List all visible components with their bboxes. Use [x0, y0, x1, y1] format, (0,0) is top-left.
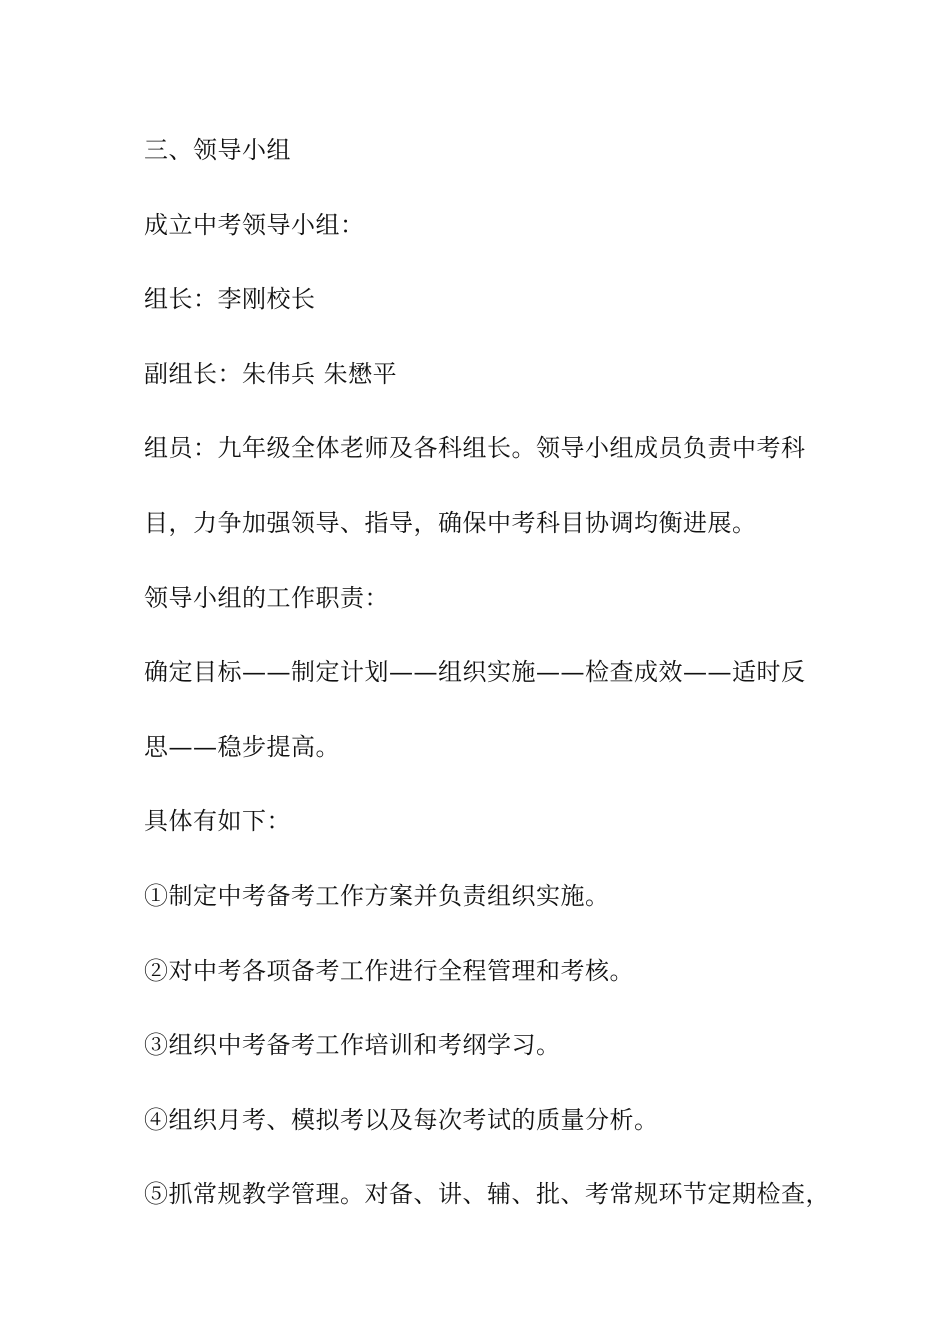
section-heading: 三、领导小组	[144, 136, 291, 164]
list-item: ⑤抓常规教学管理。对备、讲、辅、批、考常规环节定期检查，	[144, 1180, 830, 1209]
paragraph-line: 思——稳步提高。	[144, 732, 340, 761]
paragraph-line: 副组长：朱伟兵 朱懋平	[144, 359, 398, 388]
paragraph-line: 组长：李刚校长	[144, 285, 316, 314]
document-body	[144, 130, 830, 1249]
list-item: ④组织月考、模拟考以及每次考试的质量分析。	[144, 1105, 659, 1134]
paragraph-line: 成立中考领导小组：	[144, 210, 365, 239]
paragraph-line: 组员：九年级全体老师及各科组长。领导小组成员负责中考科	[144, 434, 806, 463]
list-item: ③组织中考备考工作培训和考纲学习。	[144, 1031, 561, 1060]
paragraph-line: 目，力争加强领导、指导，确保中考科目协调均衡进展。	[144, 508, 757, 537]
list-item: ①制定中考备考工作方案并负责组织实施。	[144, 881, 610, 910]
list-item: ②对中考各项备考工作进行全程管理和考核。	[144, 956, 634, 985]
paragraph-line: 确定目标——制定计划——组织实施——检查成效——适时反	[144, 658, 806, 687]
paragraph-line: 领导小组的工作职责：	[144, 583, 389, 612]
paragraph-line: 具体有如下：	[144, 807, 291, 836]
